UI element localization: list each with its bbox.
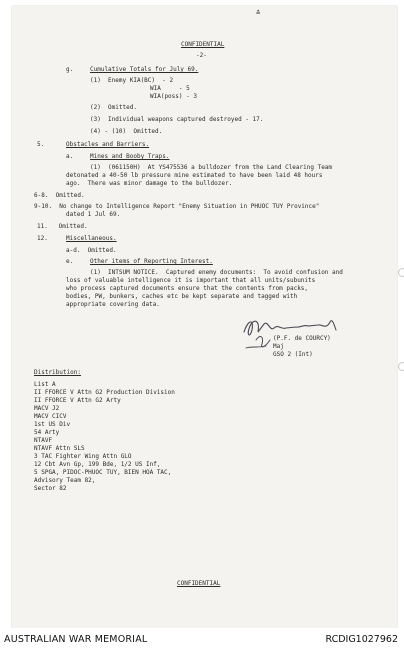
list-item: 5 SPGA, PIDOC-PHUOC TUY, BIEN HOA TAC,: [34, 469, 172, 476]
header-classification: CONFIDENTIAL: [181, 41, 225, 48]
g4-line: (4) - (10) Omitted.: [90, 128, 163, 135]
handwritten-signature: [238, 310, 350, 356]
section5a-line2: detonated a 40-50 lb pressure mine estimated to have been laid 48 hours: [66, 172, 323, 179]
section12-number: 12.: [37, 235, 48, 242]
section6-8: 6-8. Omitted.: [34, 192, 85, 199]
g2-line: (2) Omitted.: [90, 104, 137, 111]
footer-classification: CONFIDENTIAL: [177, 580, 221, 587]
list-item: 54 Arty: [34, 429, 60, 436]
archive-name: AUSTRALIAN WAR MEMORIAL: [4, 634, 148, 645]
top-mark: ≛: [256, 9, 261, 17]
g1-wia-poss: WIA(poss) - 3: [150, 93, 197, 100]
section12e-line1: (1) INTSUM NOTICE. Captured enemy documents: To avoid confusion and: [90, 269, 343, 276]
list-item: List A: [34, 381, 56, 388]
signatory-name: (P.F. de COURCY): [273, 335, 331, 342]
archive-reference: RCDIG1027962: [325, 634, 398, 645]
section12e-line5: appropriate covering data.: [66, 301, 160, 308]
section12e-title: Other items of Reporting Interest.: [90, 258, 213, 265]
section5-title: Obstacles and Barriers.: [66, 141, 150, 148]
punch-hole: [398, 268, 404, 277]
section12e-line2: loss of valuable intelligence it is important that all units/subunits: [66, 277, 316, 284]
distribution-title: Distribution:: [34, 369, 81, 376]
list-item: 1st US Div: [34, 421, 71, 428]
section5a-title: Mines and Booby Traps.: [90, 153, 170, 160]
list-item: 3 TAC Fighter Wing Attn GLO: [34, 453, 132, 460]
page-number: -2-: [196, 52, 207, 59]
list-item: NTAVF Attn SLS: [34, 445, 85, 452]
section12-title: Miscellaneous.: [66, 235, 117, 242]
section12e-line4: bodies, PW, bunkers, caches etc be kept separate and tagged with: [66, 293, 298, 300]
g3-line: (3) Individual weapons captured destroyed - 17.: [90, 116, 264, 123]
section9-10-line2: dated 1 Jul 69.: [66, 211, 121, 218]
g-label: g.: [66, 66, 74, 73]
g1-wia: WIA - 5: [150, 85, 190, 92]
section12e-label: e.: [66, 258, 74, 265]
list-item: II FFORCE V Attn G2 Arty: [34, 397, 121, 404]
g1-line: (1) Enemy KIA(BC) - 2: [90, 77, 174, 84]
signatory-rank: Maj: [273, 343, 284, 350]
section5a-line1: (1) (061150H) At YS475536 a bulldozer from the Land Clearing Team: [90, 164, 333, 171]
list-item: NTAVF: [34, 437, 53, 444]
list-item: II FFORCE V Attn G2 Production Division: [34, 389, 175, 396]
section12e-line3: who process captured documents ensure that the contents from packs,: [66, 285, 309, 292]
section12-ad: a-d. Omitted.: [66, 247, 117, 254]
section5-number: 5.: [37, 141, 45, 148]
g-title: Cumulative Totals for July 69.: [90, 66, 199, 73]
list-item: MACV J2: [34, 405, 60, 412]
list-item: MACV CICV: [34, 413, 67, 420]
section9-10-line1: 9-10. No change to Intelligence Report "Enemy Situation in PHUOC TUY Province": [34, 203, 320, 210]
section5a-label: a.: [66, 153, 74, 160]
list-item: Sector 82: [34, 485, 67, 492]
punch-hole: [398, 362, 404, 371]
list-item: 12 Cbt Avn Gp, 199 Bde, 1/2 US Inf,: [34, 461, 161, 468]
signatory-post: GSO 2 (Int): [273, 351, 313, 358]
section11: 11. Omitted.: [37, 223, 88, 230]
list-item: Advisory Team 82,: [34, 477, 96, 484]
section5a-line3: ago. There was minor damage to the bulldozer.: [66, 180, 233, 187]
archive-caption-bar: [0, 628, 404, 654]
